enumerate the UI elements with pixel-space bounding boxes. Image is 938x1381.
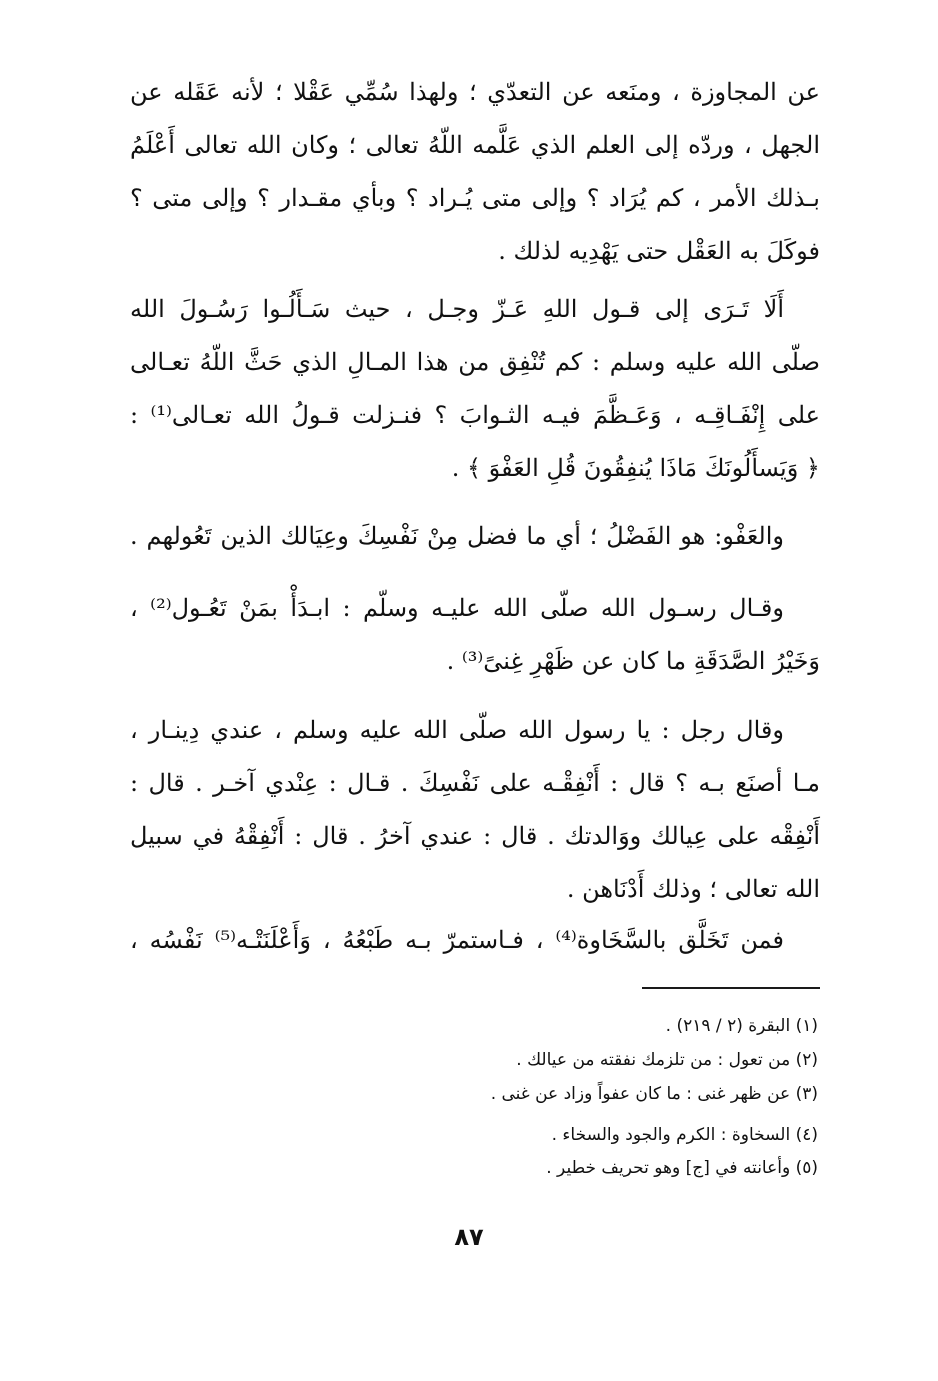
paragraph-line: مـا أصنَع بـه ؟ قال : أَنْفِقْـه على نَفْسِكَ . قـال : عِنْدي آخـر . قال : xyxy=(130,769,820,797)
footnote-separator xyxy=(642,987,820,989)
paragraph-line: فمن تَخَلَّق بالسَّخَاوة⁽⁴⁾ ، فـاستمرّ بـه طَبْعُهُ ، وَأَعْلَنَتْـه⁽⁵⁾ نَفْسُه ، xyxy=(130,926,784,954)
paragraph-line: على إِنْفَـاقِـه ، وَعَـظَّمَ فيـه الثـوابَ ؟ فنـزلت قـولُ الله تعـالى⁽¹⁾ : xyxy=(130,401,821,429)
paragraph-line: أَلَا تَـرَى إلى قـول اللهِ عَـزّ وجـل ، حيث سَـأَلُـوا رَسُـولَ الله xyxy=(130,295,784,323)
paragraph-line: أَنْفِقْه على عِيالك ووَالدتك . قال : عندي آخرُ . قال : أَنْفِقْهُ في سبيل xyxy=(130,822,820,850)
paragraph-line: وقـال رسـول الله صلّى الله عليـه وسلّم : ابـدَأْ بمَنْ تَعُـول⁽²⁾ ، xyxy=(130,594,784,622)
footnote-5: (٥) وأعانته في [ج] وهو تحريف خطير . xyxy=(546,1158,818,1178)
quran-verse-line: ﴿ وَيَسأَلُونَكَ مَاذَا يُنفِقُونَ قُلِ العَفْوَ ﴾ . xyxy=(451,454,820,482)
footnote-2: (٢) من تعول : من تلزمك نفقته من عيالك . xyxy=(516,1050,818,1070)
paragraph-line: وَخَيْرُ الصَّدَقَةِ ما كان عن ظَهْرِ غِنىً⁽³⁾ . xyxy=(446,647,820,675)
paragraph-line: بـذلك الأمر ، كم يُرَاد ؟ وإلى متى يُـراد ؟ وبأي مقـدار ؟ وإلى متى ؟ xyxy=(130,184,820,212)
paragraph-line: والعَفْو: هو الفَضْلُ ؛ أي ما فضل مِنْ نَفْسِكَ وعِيَالك الذين تَعُولهم . xyxy=(130,522,784,550)
paragraph-line: الجهل ، وردّه إلى العلم الذي عَلَّمه اللّهُ تعالى ؛ وكان الله تعالى أَعْلَمُ xyxy=(130,131,820,159)
paragraph-line: وقال رجل : يا رسول الله صلّى الله عليه وسلم ، عندي دِينـار ، xyxy=(130,716,784,744)
paragraph-line: الله تعالى ؛ وذلك أَدْنَاهن . xyxy=(566,875,820,903)
paragraph-line: فوكَلَ به العَقْل حتى يَهْدِيه لذلك . xyxy=(498,237,820,265)
paragraph-line: عن المجاوزة ، ومنَعه عن التعدّي ؛ ولهذا سُمِّي عَقْلا ؛ لأنه عَقَله عن xyxy=(130,78,820,106)
footnote-3: (٣) عن ظهر غنى : ما كان عفواً وزاد عن غنى . xyxy=(490,1084,818,1104)
paragraph-line: صلّى الله عليه وسلم : كم تُنْفِق من هذا المـالِ الذي حَثَّ اللّهُ تعـالى xyxy=(130,348,820,376)
page-number: ٨٧ xyxy=(454,1223,484,1251)
footnote-1: (١) البقرة (٢ / ٢١٩) . xyxy=(665,1016,818,1036)
footnote-4: (٤) السخاوة : الكرم والجود والسخاء . xyxy=(551,1125,818,1145)
